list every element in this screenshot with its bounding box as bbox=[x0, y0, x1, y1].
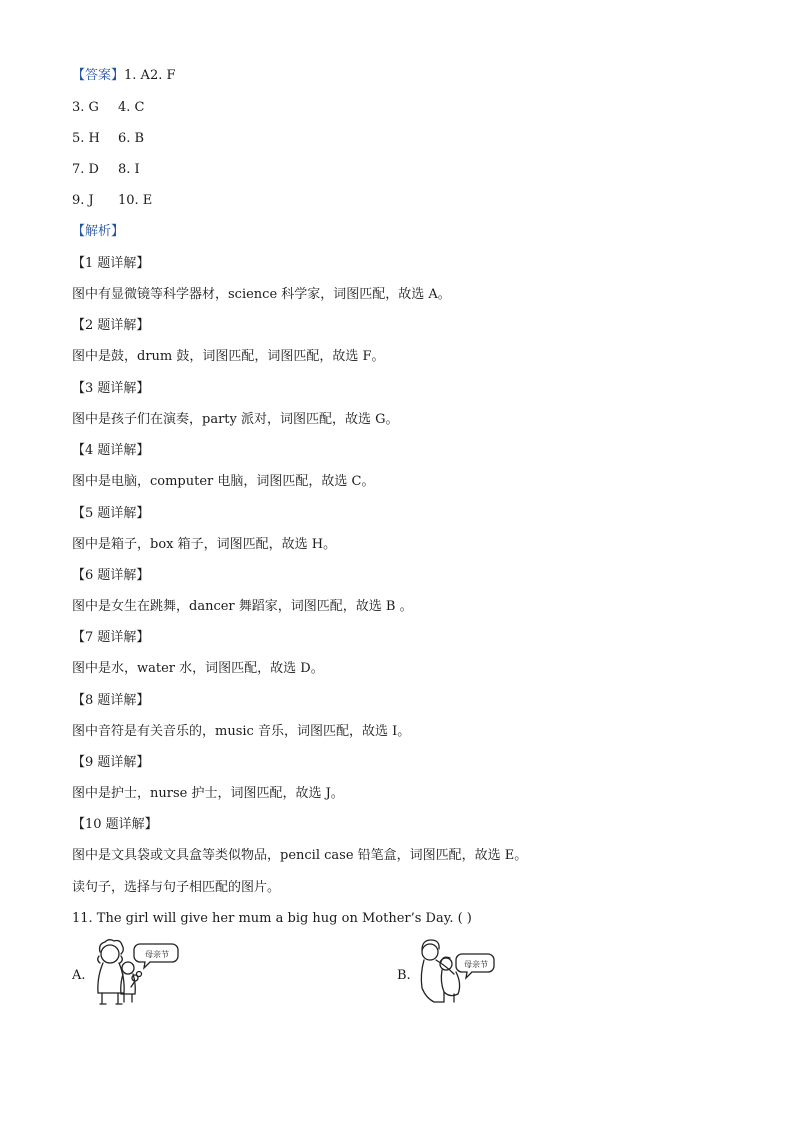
answer-label: 【答案】 bbox=[72, 68, 125, 83]
answer-row-4 bbox=[72, 161, 140, 179]
detail-text: 图中是鼓，drum 鼓，词图匹配，词图匹配，故选 F。 bbox=[72, 349, 385, 364]
answer-row-2 bbox=[72, 99, 144, 117]
option-b-label: B. bbox=[397, 968, 411, 983]
detail-heading: 【4 题详解】 bbox=[72, 443, 150, 458]
detail-text: 图中是孩子们在演奏，party 派对，词图匹配，故选 G。 bbox=[72, 412, 399, 427]
answer-item: 7. D bbox=[72, 162, 99, 177]
answer-item: 10. E bbox=[118, 193, 153, 208]
detail-heading: 【2 题详解】 bbox=[72, 318, 150, 333]
detail-heading: 【3 题详解】 bbox=[72, 381, 150, 396]
bubble-text: 母亲节 bbox=[464, 960, 488, 969]
answer-item: 5. H bbox=[72, 131, 100, 146]
option-a-label: A. bbox=[72, 968, 86, 983]
detail-text: 图中是文具袋或文具盒等类似物品，pencil case 铅笔盒，词图匹配，故选 E。 bbox=[72, 848, 528, 863]
answer-row-3 bbox=[72, 130, 144, 148]
detail-heading: 【1 题详解】 bbox=[72, 256, 150, 271]
bubble-text: 母亲节 bbox=[145, 950, 169, 959]
option-a-picture bbox=[88, 938, 180, 1014]
hug-illustration-icon bbox=[414, 938, 498, 1010]
detail-heading: 【7 题详解】 bbox=[72, 630, 150, 645]
instruction-text: 读句子，选择与句子相匹配的图片。 bbox=[72, 880, 281, 895]
question-11: 11. The girl will give her mum a big hug on Mother’s Day. ( ) bbox=[72, 911, 472, 926]
detail-heading: 【9 题详解】 bbox=[72, 755, 150, 770]
analysis-label: 【解析】 bbox=[72, 224, 125, 239]
answer-row-1 bbox=[72, 67, 176, 85]
answer-item: 8. I bbox=[118, 162, 140, 177]
answer-row-5 bbox=[72, 192, 152, 210]
detail-heading: 【8 题详解】 bbox=[72, 693, 150, 708]
detail-heading: 【6 题详解】 bbox=[72, 568, 150, 583]
mother-child-illustration-icon bbox=[88, 938, 180, 1010]
answer-item: 2. F bbox=[149, 68, 176, 83]
detail-text: 图中是电脑，computer 电脑，词图匹配，故选 C。 bbox=[72, 474, 375, 489]
answer-item: 1. A bbox=[124, 68, 150, 83]
detail-text: 图中是水，water 水，词图匹配，故选 D。 bbox=[72, 661, 324, 676]
detail-text: 图中音符是有关音乐的，music 音乐，词图匹配，故选 I。 bbox=[72, 724, 411, 739]
option-b-picture bbox=[414, 938, 498, 1014]
detail-heading: 【5 题详解】 bbox=[72, 506, 150, 521]
answer-item: 9. J bbox=[72, 193, 94, 208]
answer-item: 3. G bbox=[72, 100, 99, 115]
detail-text: 图中是箱子，box 箱子，词图匹配，故选 H。 bbox=[72, 537, 337, 552]
detail-text: 图中有显微镜等科学器材，science 科学家，词图匹配，故选 A。 bbox=[72, 287, 451, 302]
detail-text: 图中是护士，nurse 护士，词图匹配，故选 J。 bbox=[72, 786, 344, 801]
answer-item: 6. B bbox=[118, 131, 145, 146]
detail-text: 图中是女生在跳舞，dancer 舞蹈家，词图匹配，故选 B 。 bbox=[72, 599, 413, 614]
detail-heading: 【10 题详解】 bbox=[72, 817, 158, 832]
answer-item: 4. C bbox=[118, 100, 145, 115]
